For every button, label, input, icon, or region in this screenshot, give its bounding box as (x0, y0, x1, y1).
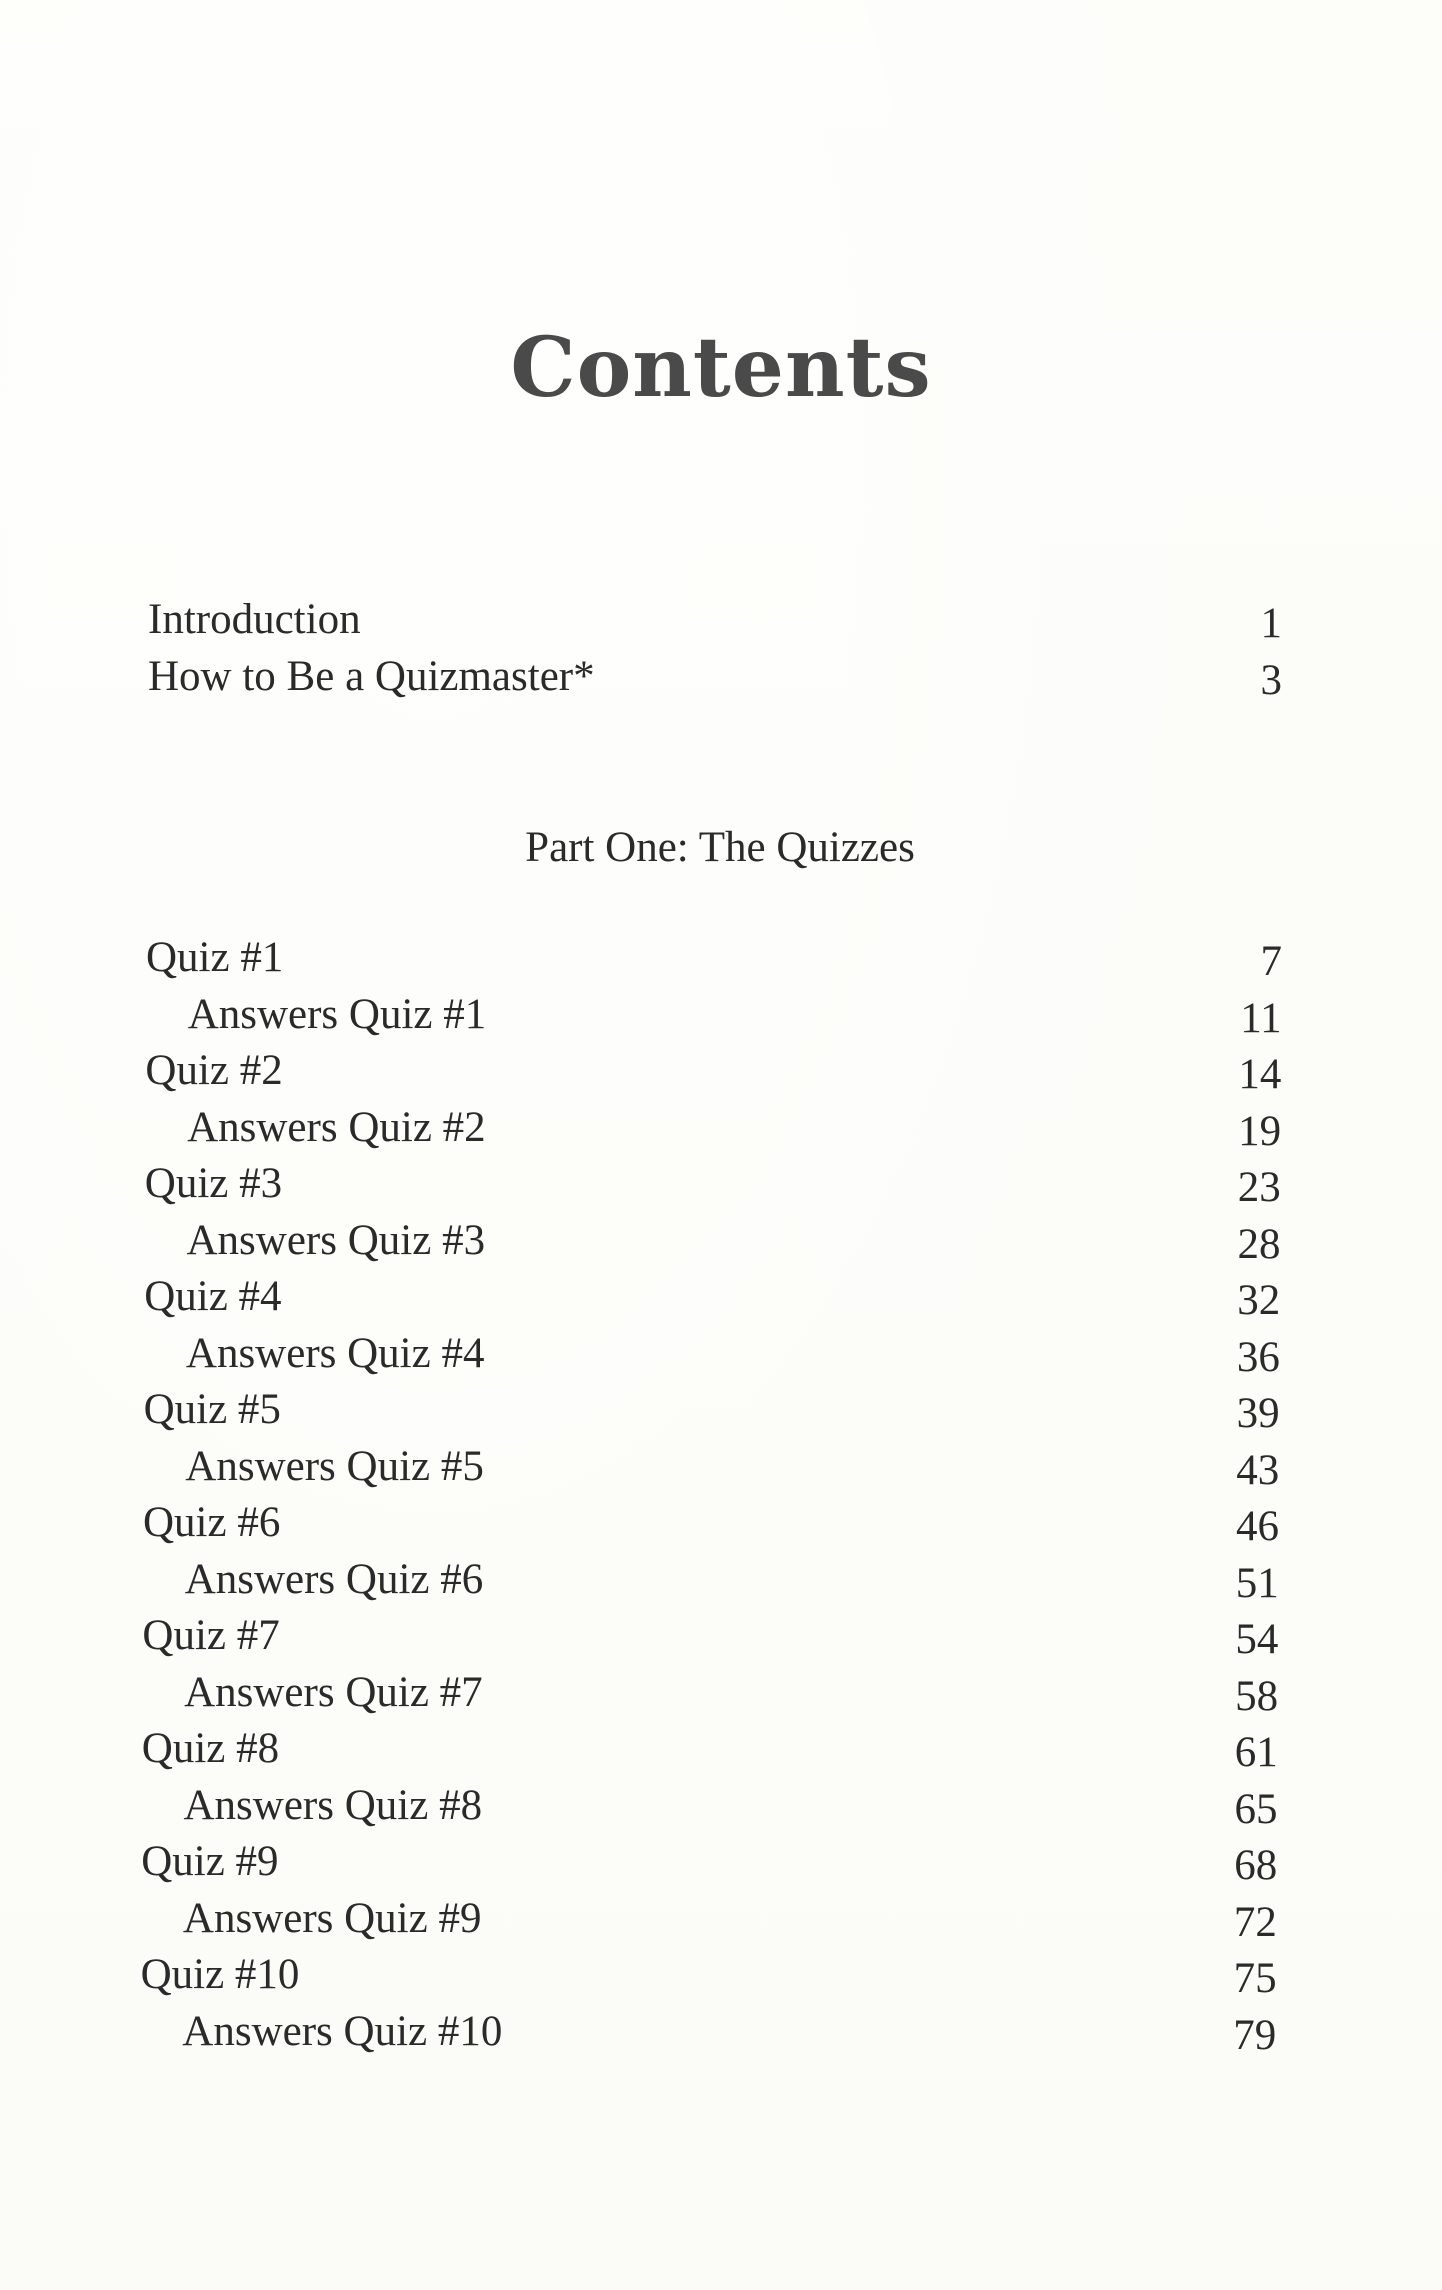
toc-page-number: 1 (1260, 600, 1282, 647)
toc-entry-label: Answers Quiz #6 (184, 1555, 484, 1603)
toc-page-number: 36 (1236, 1333, 1280, 1381)
toc-entry-label: Answers Quiz #8 (183, 1781, 483, 1829)
toc-page-number: 51 (1235, 1559, 1279, 1607)
toc-entry-label: Answers Quiz #4 (185, 1329, 485, 1377)
toc-entry-label: Quiz #9 (141, 1838, 279, 1885)
toc-entry-quiz (142, 1721, 1278, 1777)
toc-entry-label: Quiz #2 (145, 1047, 283, 1094)
toc-page-number: 43 (1236, 1446, 1280, 1494)
toc-entry-label: Introduction (148, 596, 361, 643)
toc-page-number: 19 (1238, 1107, 1282, 1155)
toc-entry-label: Quiz #6 (143, 1499, 281, 1546)
toc-page-number: 28 (1237, 1220, 1281, 1268)
part-heading: Part One: The Quizzes (525, 824, 915, 871)
toc-page-number: 65 (1234, 1785, 1278, 1833)
toc-page-number: 3 (1260, 657, 1282, 704)
toc-entry-answers (184, 1665, 1278, 1721)
toc-entry-label: Quiz #8 (141, 1725, 280, 1772)
toc-page-number: 7 (1260, 938, 1282, 985)
toc-entry-quiz (145, 1156, 1281, 1212)
toc-entry-quiz (144, 1269, 1280, 1325)
toc-entry-label: Quiz #3 (144, 1160, 283, 1207)
toc-entry-label: Answers Quiz #10 (182, 2007, 503, 2055)
toc-page-number: 75 (1233, 1955, 1277, 2002)
toc-entry (148, 649, 1282, 705)
toc-entry-answers (186, 1326, 1280, 1382)
toc-entry-label: Answers Quiz #7 (184, 1668, 483, 1716)
toc-entry-label: Answers Quiz #3 (186, 1216, 486, 1264)
toc-entry-answers (187, 1100, 1281, 1156)
toc-entry-label: Quiz #7 (142, 1612, 280, 1659)
page-title: Contents (510, 320, 932, 416)
toc-entry-label: How to Be a Quizmaster* (148, 653, 595, 700)
toc-entry-answers (185, 1439, 1279, 1495)
toc-entry-label: Answers Quiz #5 (185, 1442, 484, 1490)
toc-page-number: 54 (1235, 1616, 1279, 1663)
toc-entry-quiz (145, 1043, 1281, 1099)
toc-entry-label: Quiz #4 (144, 1273, 282, 1320)
toc-page-number: 11 (1240, 994, 1282, 1042)
toc-entry-answers (184, 1778, 1278, 1834)
toc-entry-quiz (141, 1834, 1277, 1890)
toc-entry-answers (185, 1552, 1279, 1608)
toc-entry (148, 592, 1282, 648)
toc-page-number: 72 (1233, 1898, 1277, 1946)
toc-page-number: 46 (1236, 1503, 1279, 1550)
toc-entry-label: Quiz #1 (146, 934, 284, 981)
toc-entry-quiz (142, 1608, 1278, 1664)
toc-page-number: 14 (1238, 1051, 1282, 1098)
toc-page-number: 79 (1233, 2011, 1277, 2059)
toc-entry-answers (182, 2004, 1276, 2060)
toc-entry-quiz (143, 1495, 1279, 1551)
toc-page-number: 58 (1235, 1672, 1279, 1720)
toc-page-number: 68 (1234, 1842, 1278, 1889)
toc-entry-quiz (144, 1382, 1280, 1438)
toc-entry-label: Answers Quiz #1 (187, 990, 487, 1038)
toc-page-number: 32 (1237, 1277, 1281, 1324)
toc-page-number: 39 (1236, 1390, 1280, 1437)
toc-entry-label: Quiz #10 (140, 1951, 300, 1998)
toc-entry-quiz (146, 930, 1282, 986)
toc-entry-label: Quiz #5 (143, 1386, 281, 1433)
toc-entry-quiz (141, 1947, 1277, 2003)
toc-page-number: 61 (1234, 1729, 1278, 1776)
toc-entry-label: Answers Quiz #2 (187, 1103, 486, 1151)
toc-entry-answers (183, 1891, 1277, 1947)
toc-entry-answers (188, 987, 1282, 1043)
toc-page-number: 23 (1237, 1164, 1281, 1211)
toc-entry-answers (187, 1213, 1281, 1269)
toc-entry-label: Answers Quiz #9 (182, 1894, 482, 1942)
